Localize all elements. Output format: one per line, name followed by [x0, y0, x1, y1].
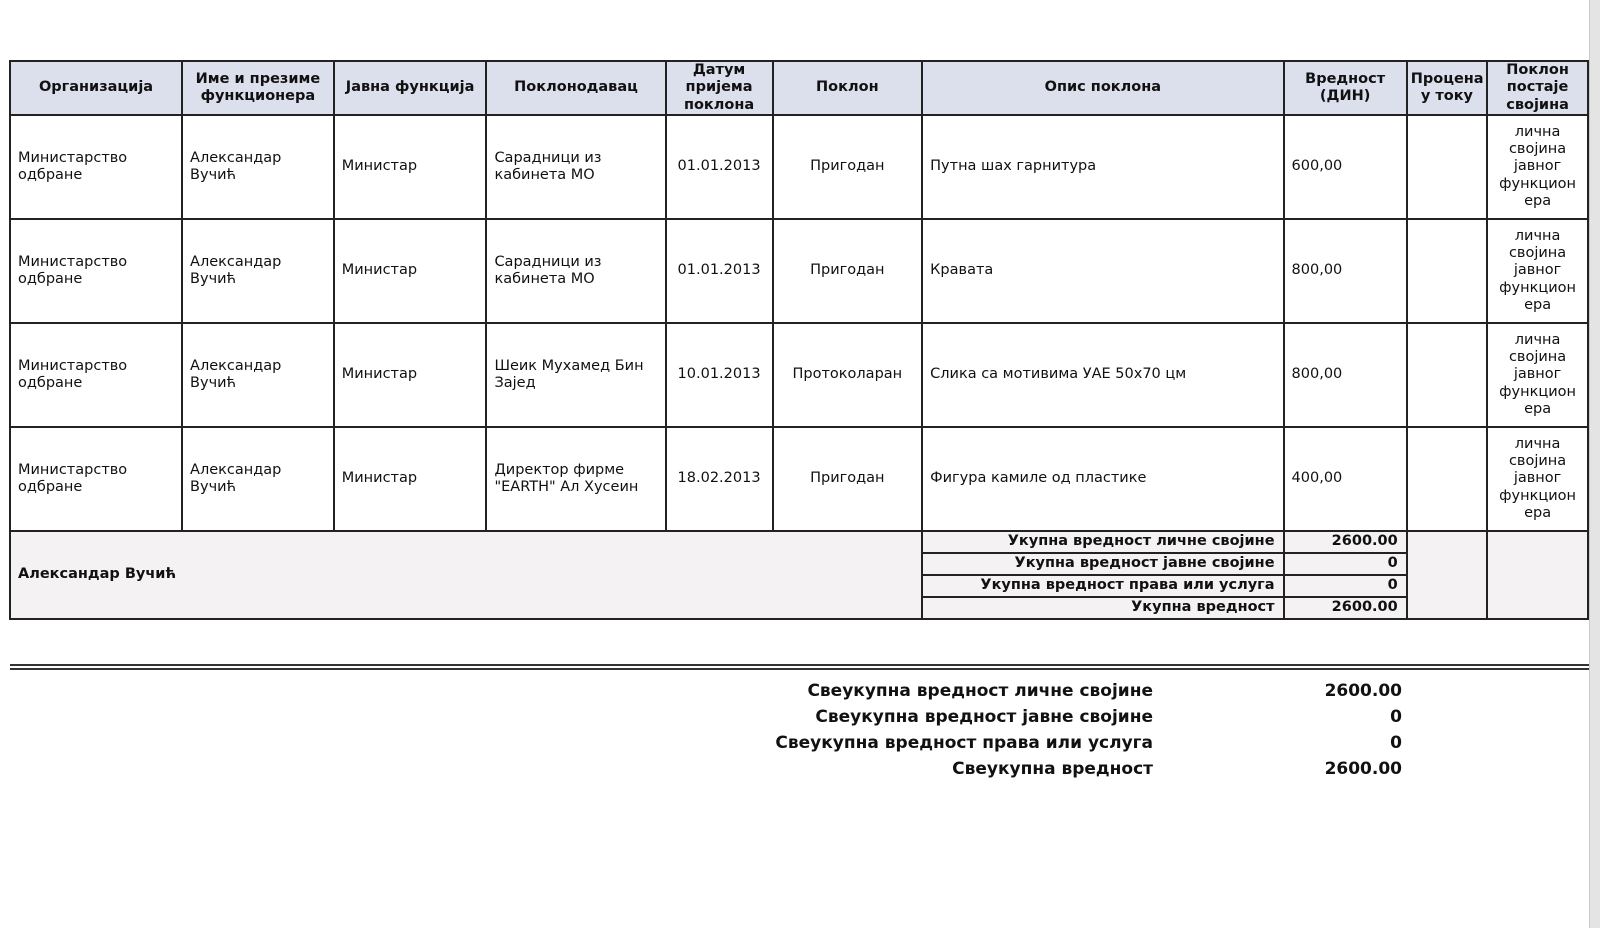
summary-label: Укупна вредност личне својине [922, 531, 1283, 553]
cell-donor: Директор фирме "EARTH" Ал Хусеин [486, 427, 665, 531]
cell-function: Министар [334, 427, 487, 531]
grand-total-labels [700, 678, 1153, 782]
summary-value: 2600.00 [1284, 597, 1407, 619]
ownership-line: ера [1524, 296, 1552, 313]
gifts-table [9, 60, 1589, 620]
cell-assessment [1407, 219, 1487, 323]
cell-value: 800,00 [1284, 219, 1407, 323]
ownership-line: лична [1514, 124, 1561, 141]
ownership-line: својина [1508, 349, 1567, 366]
header-description: Опис поклона [922, 61, 1283, 115]
summary-row [10, 531, 1588, 553]
header-official: Име и презиме функционера [182, 61, 334, 115]
summary-label: Укупна вредност јавне својине [922, 553, 1283, 575]
table-header-row [10, 61, 1588, 115]
ownership-line: функцион [1499, 175, 1576, 192]
table-row [10, 323, 1588, 427]
grand-total-values [1250, 678, 1402, 782]
cell-organization: Министарство одбране [10, 219, 182, 323]
cell-function: Министар [334, 219, 487, 323]
table-row [10, 115, 1588, 219]
cell-date: 01.01.2013 [666, 115, 773, 219]
cell-date: 18.02.2013 [666, 427, 773, 531]
header-function: Јавна функција [334, 61, 487, 115]
grand-total-value: 0 [1390, 733, 1402, 753]
ownership-line: функцион [1499, 487, 1576, 504]
cell-function: Министар [334, 115, 487, 219]
cell-description: Слика са мотивима УАЕ 50x70 цм [922, 323, 1283, 427]
table-row [10, 219, 1588, 323]
grand-total-value: 2600.00 [1324, 681, 1402, 701]
cell-official: Александар Вучић [182, 219, 334, 323]
ownership-line: функцион [1499, 279, 1576, 296]
viewer-scroll-edge[interactable] [1589, 0, 1600, 928]
cell-assessment [1407, 427, 1487, 531]
ownership-line: јавног [1513, 158, 1562, 175]
cell-gift-type: Пригодан [773, 427, 923, 531]
header-date: Датум пријема поклона [666, 61, 773, 115]
summary-value: 0 [1284, 575, 1407, 597]
header-value: Вредност (ДИН) [1284, 61, 1407, 115]
cell-gift-type: Пригодан [773, 219, 923, 323]
ownership-line: својина [1508, 453, 1567, 470]
table-row [10, 427, 1588, 531]
summary-value: 2600.00 [1284, 531, 1407, 553]
header-organization: Организација [10, 61, 182, 115]
cell-organization: Министарство одбране [10, 427, 182, 531]
grand-total-label: Свеукупна вредност [952, 759, 1153, 779]
summary-official-name: Александар Вучић [10, 531, 922, 619]
ownership-line: ера [1524, 192, 1552, 209]
header-gift: Поклон [773, 61, 923, 115]
summary-empty-cell [1487, 531, 1588, 619]
cell-assessment [1407, 115, 1487, 219]
ownership-line: својина [1508, 141, 1567, 158]
cell-description: Путна шах гарнитура [922, 115, 1283, 219]
cell-donor: Шеик Мухамед Бин Зајед [486, 323, 665, 427]
ownership-line: лична [1514, 436, 1561, 453]
grand-total-label: Свеукупна вредност јавне својине [815, 707, 1153, 727]
ownership-line: ера [1524, 504, 1552, 521]
ownership-line: лична [1514, 228, 1561, 245]
cell-donor: Сарадници из кабинета МО [486, 219, 665, 323]
section-divider [10, 664, 1589, 670]
ownership-line: лична [1514, 332, 1561, 349]
summary-label: Укупна вредност права или услуга [922, 575, 1283, 597]
cell-organization: Министарство одбране [10, 115, 182, 219]
ownership-line: јавног [1513, 262, 1562, 279]
cell-official: Александар Вучић [182, 323, 334, 427]
cell-assessment [1407, 323, 1487, 427]
grand-total-value: 2600.00 [1324, 759, 1402, 779]
cell-ownership [1487, 219, 1588, 323]
cell-description: Кравата [922, 219, 1283, 323]
cell-date: 01.01.2013 [666, 219, 773, 323]
cell-donor: Сарадници из кабинета МО [486, 115, 665, 219]
grand-total-label: Свеукупна вредност личне својине [807, 681, 1153, 701]
summary-value: 0 [1284, 553, 1407, 575]
cell-gift-type: Протоколаран [773, 323, 923, 427]
header-assessment: Процена у току [1407, 61, 1487, 115]
ownership-line: функцион [1499, 383, 1576, 400]
cell-ownership [1487, 115, 1588, 219]
ownership-line: ера [1524, 400, 1552, 417]
ownership-line: јавног [1513, 470, 1562, 487]
cell-official: Александар Вучић [182, 115, 334, 219]
cell-ownership [1487, 427, 1588, 531]
summary-empty-cell [1407, 531, 1487, 619]
cell-ownership [1487, 323, 1588, 427]
cell-value: 800,00 [1284, 323, 1407, 427]
cell-official: Александар Вучић [182, 427, 334, 531]
cell-value: 600,00 [1284, 115, 1407, 219]
cell-description: Фигура камиле од пластике [922, 427, 1283, 531]
ownership-line: својина [1508, 245, 1567, 262]
summary-label: Укупна вредност [922, 597, 1283, 619]
cell-gift-type: Пригодан [773, 115, 923, 219]
cell-organization: Министарство одбране [10, 323, 182, 427]
cell-function: Министар [334, 323, 487, 427]
grand-total-value: 0 [1390, 707, 1402, 727]
ownership-line: јавног [1513, 366, 1562, 383]
grand-total-label: Свеукупна вредност права или услуга [775, 733, 1153, 753]
cell-date: 10.01.2013 [666, 323, 773, 427]
header-donor: Поклонодавац [486, 61, 665, 115]
cell-value: 400,00 [1284, 427, 1407, 531]
header-ownership: Поклон постаје својина [1487, 61, 1588, 115]
